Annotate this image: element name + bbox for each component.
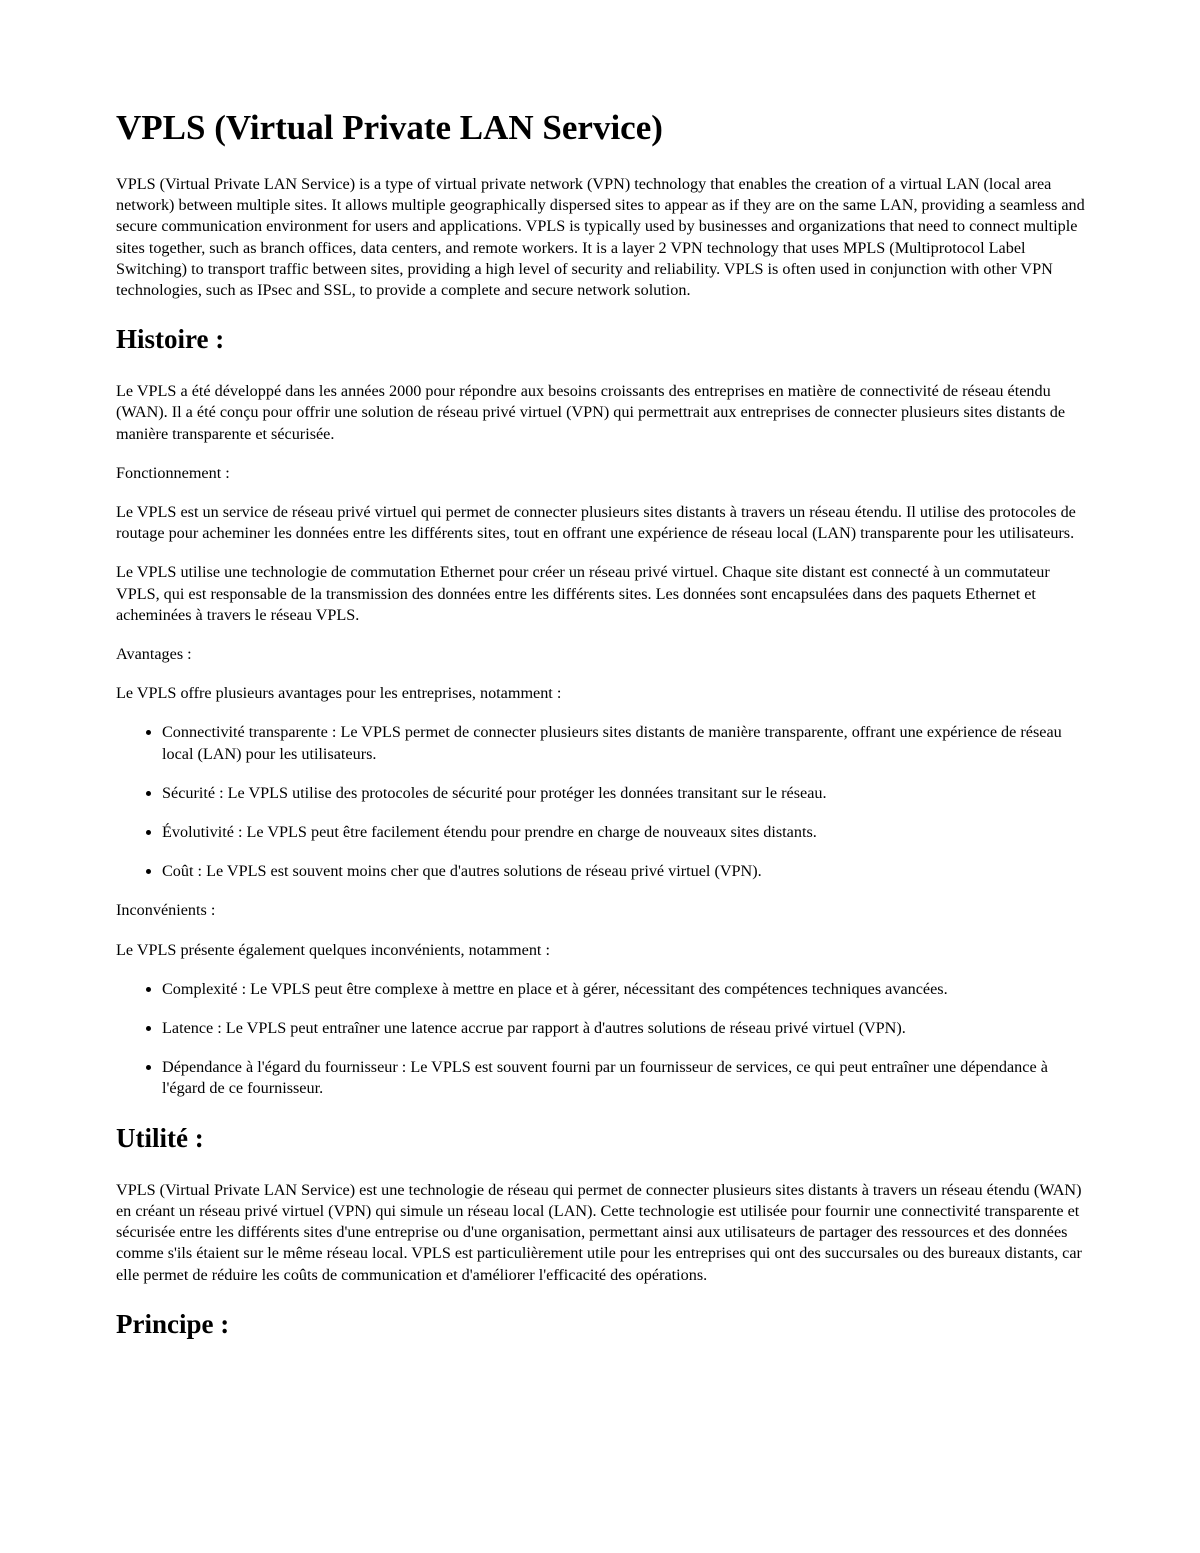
heading-principe: Principe : (116, 1308, 230, 1339)
fonctionnement-label: Fonctionnement : (116, 463, 230, 482)
document-title: VPLS (Virtual Private LAN Service) (116, 108, 663, 147)
inconvenients-list (116, 979, 1091, 1100)
intro-paragraph: VPLS (Virtual Private LAN Service) is a type of virtual private network (VPN) technology that enables the creation of a virtual LAN (local area network) between multiple sites. It allows multiple geographically dispersed sites to appear as if they are on the same LAN, providing a seamless and secure communication environment for users and applications. VPLS is typically used by businesses and organizations that need to connect multiple sites together, such as branch offices, data centers, and remote workers. It is a layer 2 VPN technology that uses MPLS (Multiprotocol Label Switching) to transport traffic between sites, providing a high level of security and reliability. VPLS is often used in conjunction with other VPN technologies, such as IPsec and SSL, to provide a complete and secure network solution. (116, 175, 1085, 300)
list-item: • Sécurité : Le VPLS utilise des protocoles de sécurité pour protéger les données transitant sur le réseau. (162, 783, 1091, 804)
list-item: • Latence : Le VPLS peut entraîner une latence accrue par rapport à d'autres solutions de réseau privé virtuel (VPN). (162, 1018, 1091, 1039)
inconvenients-label: Inconvénients : (116, 901, 216, 920)
heading-utilite: Utilité : (116, 1122, 204, 1153)
list-item: • Coût : Le VPLS est souvent moins cher que d'autres solutions de réseau privé virtuel (VPN). (162, 861, 1091, 882)
inconvenients-intro: Le VPLS présente également quelques inconvénients, notamment : (116, 940, 550, 959)
list-item: • Dépendance à l'égard du fournisseur : Le VPLS est souvent fourni par un fournisseur de services, ce qui peut entraîner une dépendance à l'égard de ce fournisseur. (162, 1057, 1091, 1099)
fonctionnement-paragraph-2: Le VPLS utilise une technologie de commutation Ethernet pour créer un réseau privé virtuel. Chaque site distant est connecté à un commutateur VPLS, qui est responsable de la transmission des données entre les différents sites. Les données sont encapsulées dans des paquets Ethernet et acheminées à travers le réseau VPLS. (116, 563, 1050, 624)
list-item: • Connectivité transparente : Le VPLS permet de connecter plusieurs sites distants de manière transparente, offrant une expérience de réseau local (LAN) pour les utilisateurs. (162, 722, 1091, 764)
avantages-list (116, 722, 1091, 882)
list-item: • Évolutivité : Le VPLS peut être facilement étendu pour prendre en charge de nouveaux sites distants. (162, 822, 1091, 843)
fonctionnement-paragraph-1: Le VPLS est un service de réseau privé virtuel qui permet de connecter plusieurs sites distants à travers un réseau étendu. Il utilise des protocoles de routage pour acheminer les données entre les différents sites, tout en offrant une expérience de réseau local (LAN) transparente pour les utilisateurs. (116, 503, 1076, 543)
avantages-intro: Le VPLS offre plusieurs avantages pour les entreprises, notamment : (116, 684, 562, 703)
heading-histoire: Histoire : (116, 324, 225, 355)
document-page (116, 0, 1091, 1340)
utilite-paragraph: VPLS (Virtual Private LAN Service) est une technologie de réseau qui permet de connecter plusieurs sites distants à travers un réseau étendu (WAN) en créant un réseau privé virtuel (VPN) qui simule un réseau local (LAN). Cette technologie est utilisée pour fournir une connectivité transparente et sécurisée entre les différents sites d'une entreprise ou d'une organisation, permettant ainsi aux utilisateurs de partager des ressources et des données comme s'ils étaient sur le même réseau local. VPLS est particulièrement utile pour les entreprises qui ont des succursales ou des bureaux distants, car elle permet de réduire les coûts de communication et d'améliorer l'efficacité des opérations. (116, 1180, 1082, 1284)
histoire-paragraph: Le VPLS a été développé dans les années 2000 pour répondre aux besoins croissants des entreprises en matière de connectivité de réseau étendu (WAN). Il a été conçu pour offrir une solution de réseau privé virtuel (VPN) qui permettrait aux entreprises de connecter plusieurs sites distants de manière transparente et sécurisée. (116, 382, 1066, 443)
list-item: • Complexité : Le VPLS peut être complexe à mettre en place et à gérer, nécessitant des compétences techniques avancées. (162, 979, 1091, 1000)
avantages-label: Avantages : (116, 645, 192, 664)
